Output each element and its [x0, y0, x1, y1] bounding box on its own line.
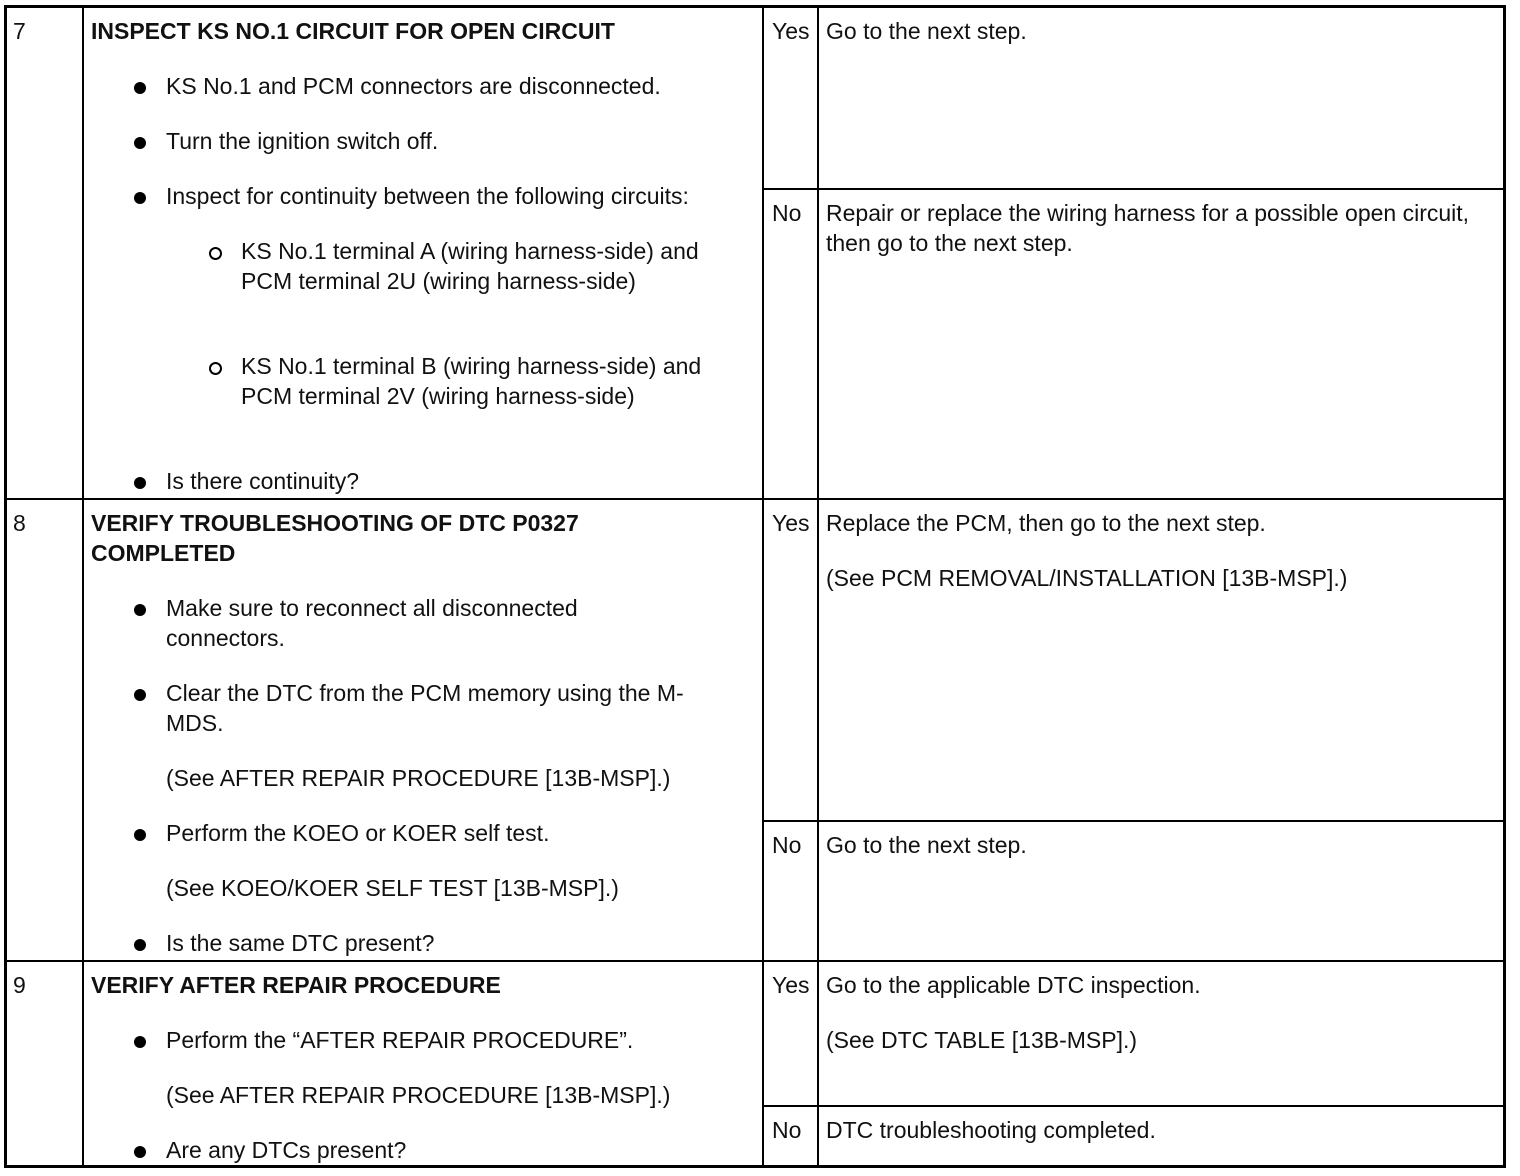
sub-bullet-text: KS No.1 terminal A (wiring harness-side) and PCM terminal 2U (wiring harness-side) — [241, 238, 699, 294]
bullet-icon — [134, 137, 146, 149]
yes-reference-note: (See DTC TABLE [13B-MSP].) — [826, 1027, 1138, 1053]
no-result: Go to the next step. — [826, 832, 1027, 858]
bullet-text: KS No.1 and PCM connectors are disconnected. — [166, 73, 661, 99]
reference-note: (See KOEO/KOER SELF TEST [13B-MSP].) — [166, 875, 619, 901]
step-number: 7 — [13, 18, 26, 44]
no-result: Repair or replace the wiring harness for a possible open circuit, then go to the next step. — [826, 200, 1470, 256]
step-title: VERIFY AFTER REPAIR PROCEDURE — [91, 972, 501, 998]
bullet-icon — [134, 829, 146, 841]
step-number: 8 — [13, 510, 26, 536]
bullet-icon — [134, 689, 146, 701]
circle-bullet-icon — [209, 362, 222, 375]
bullet-text: Perform the “AFTER REPAIR PROCEDURE”. — [166, 1027, 634, 1053]
no-label: No — [772, 200, 802, 226]
bullet-text: Inspect for continuity between the following circuits: — [166, 183, 689, 209]
bullet-text: Perform the KOEO or KOER self test. — [166, 820, 550, 846]
column-divider — [817, 8, 819, 1165]
bullet-text: Clear the DTC from the PCM memory using the M-MDS. — [166, 680, 684, 736]
bullet-text: Make sure to reconnect all disconnected connectors. — [166, 595, 578, 651]
yes-result: Go to the next step. — [826, 18, 1027, 44]
reference-note: (See AFTER REPAIR PROCEDURE [13B-MSP].) — [166, 1082, 671, 1108]
step-number: 9 — [13, 972, 26, 998]
no-label: No — [772, 832, 802, 858]
bullet-text: Turn the ignition switch off. — [166, 128, 439, 154]
step-title: VERIFY TROUBLESHOOTING OF DTC P0327 COMPLETED — [91, 510, 579, 566]
bullet-icon — [134, 604, 146, 616]
row-divider — [7, 498, 1503, 500]
circle-bullet-icon — [209, 247, 222, 260]
yes-label: Yes — [772, 510, 810, 536]
sub-bullet-text: KS No.1 terminal B (wiring harness-side) and PCM terminal 2V (wiring harness-side) — [241, 353, 702, 409]
bullet-text: Is there continuity? — [166, 468, 360, 494]
row-divider — [7, 960, 1503, 962]
yes-result: Replace the PCM, then go to the next step. — [826, 510, 1266, 536]
no-label: No — [772, 1117, 802, 1143]
column-divider — [82, 8, 84, 1165]
yes-no-divider — [762, 820, 1503, 822]
bullet-icon — [134, 477, 146, 489]
step-title: INSPECT KS NO.1 CIRCUIT FOR OPEN CIRCUIT — [91, 18, 615, 44]
yes-no-divider — [762, 1105, 1503, 1107]
bullet-icon — [134, 939, 146, 951]
yes-label: Yes — [772, 972, 810, 998]
bullet-icon — [134, 1036, 146, 1048]
reference-note: (See AFTER REPAIR PROCEDURE [13B-MSP].) — [166, 765, 671, 791]
yes-label: Yes — [772, 18, 810, 44]
no-result: DTC troubleshooting completed. — [826, 1117, 1156, 1143]
bullet-text: Are any DTCs present? — [166, 1137, 407, 1163]
bullet-icon — [134, 192, 146, 204]
bullet-icon — [134, 82, 146, 94]
yes-reference-note: (See PCM REMOVAL/INSTALLATION [13B-MSP].) — [826, 565, 1348, 591]
troubleshooting-table — [4, 5, 1506, 1168]
yes-no-divider — [762, 188, 1503, 190]
yes-result: Go to the applicable DTC inspection. — [826, 972, 1201, 998]
bullet-text: Is the same DTC present? — [166, 930, 435, 956]
bullet-icon — [134, 1146, 146, 1158]
